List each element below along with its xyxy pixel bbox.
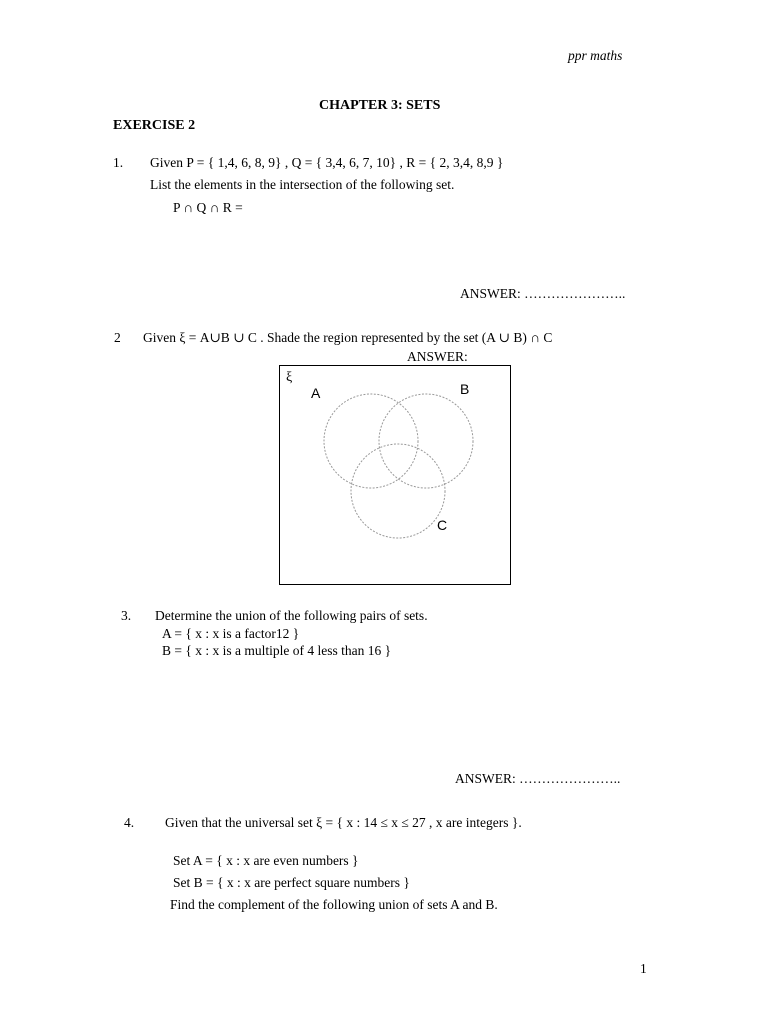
q4-universal-set: Given that the universal set ξ = { x : 14 ≤ x ≤ 27 , x are integers }.	[165, 815, 522, 830]
exercise-title: EXERCISE 2	[113, 118, 196, 133]
q3-set-b: B = { x : x is a multiple of 4 less than 16 }	[162, 643, 392, 658]
q4-instruction: Find the complement of the following union of sets A and B.	[170, 897, 498, 912]
q3-answer-line: ANSWER: …………………..	[455, 771, 621, 786]
universal-set-symbol: ξ	[286, 370, 293, 385]
q1-given-line: Given P = { 1,4, 6, 8, 9} , Q = { 3,4, 6, 7, 10} , R = { 2, 3,4, 8,9 }	[150, 155, 504, 170]
q2-number: 2	[114, 330, 121, 345]
set-a-label: A	[311, 385, 321, 401]
page-number: 1	[640, 961, 647, 976]
circle-a	[324, 394, 418, 488]
circle-c	[351, 444, 448, 538]
q2-instruction: Given ξ = A∪B ∪ C . Shade the region represented by the set (A ∪ B) ∩ C	[143, 330, 553, 345]
set-c-label: C	[437, 517, 448, 533]
q3-instruction: Determine the union of the following pairs of sets.	[155, 608, 428, 623]
set-b-label: B	[460, 381, 470, 397]
venn-diagram	[279, 365, 511, 585]
q1-expression: P ∩ Q ∩ R =	[173, 200, 243, 215]
q1-number: 1.	[113, 155, 124, 170]
q3-set-a: A = { x : x is a factor12 }	[162, 626, 300, 641]
header-tag: ppr maths	[568, 48, 623, 63]
q2-answer-label: ANSWER:	[407, 349, 468, 364]
q1-answer-line: ANSWER: …………………..	[460, 286, 626, 301]
chapter-title: CHAPTER 3: SETS	[319, 98, 441, 113]
q4-set-a: Set A = { x : x are even numbers }	[173, 853, 359, 868]
q3-number: 3.	[121, 608, 132, 623]
q1-instruction: List the elements in the intersection of the following set.	[150, 177, 455, 192]
q4-set-b: Set B = { x : x are perfect square numbers }	[173, 875, 410, 890]
circle-b	[379, 394, 473, 488]
q4-number: 4.	[124, 815, 135, 830]
